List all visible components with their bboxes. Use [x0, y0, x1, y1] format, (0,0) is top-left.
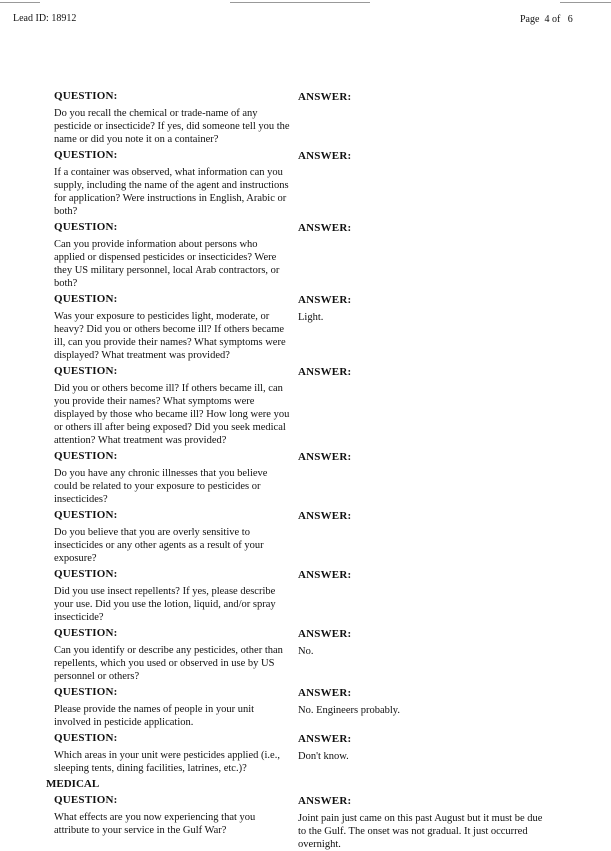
question-block	[54, 794, 290, 837]
question-block	[54, 221, 290, 290]
question-text: Can you identify or describe any pesticides, other than repellents, which you used or observed in use by US personnel or others?	[54, 645, 283, 682]
question-label: QUESTION:	[54, 686, 118, 698]
question-label: QUESTION:	[54, 365, 118, 377]
question-block	[54, 686, 290, 729]
question-block	[54, 450, 290, 506]
answer-block	[298, 294, 553, 324]
question-text: Did you or others become ill? If others became ill, can you provide their names? What symptoms were displayed by those who became ill? How long were you or others ill after being exposed? Did you seek medical attention? What treatment was provided?	[54, 383, 290, 446]
scan-edge-line	[230, 2, 370, 3]
question-label: QUESTION:	[54, 732, 118, 744]
question-block	[54, 149, 290, 218]
question-text: Can you provide information about persons who applied or dispensed pesticides or insecticides? Were they US military personnel, local Arab contractors, or both?	[54, 239, 280, 289]
answer-block	[298, 733, 553, 763]
answer-label: ANSWER:	[298, 150, 352, 162]
question-block	[54, 293, 290, 362]
answer-block	[298, 150, 553, 167]
question-text: Please provide the names of people in your unit involved in pesticide application.	[54, 704, 255, 728]
answer-block	[298, 569, 553, 586]
question-label: QUESTION:	[54, 149, 118, 161]
answer-block	[298, 795, 553, 851]
answer-label: ANSWER:	[298, 222, 352, 234]
scan-edge-line	[560, 2, 611, 3]
answer-label: ANSWER:	[298, 628, 352, 640]
answer-block	[298, 91, 553, 108]
question-block	[54, 568, 290, 624]
question-text: If a container was observed, what information can you supply, including the name of the agent and instructions for application? Were instructions in English, Arabic or both?	[54, 167, 289, 217]
scan-edge-line	[0, 2, 40, 3]
answer-label: ANSWER:	[298, 569, 352, 581]
question-text: Was your exposure to pesticides light, moderate, or heavy? Did you or others become ill? If others became ill, can you provide their names? What symptoms were displayed? What treatment was provided?	[54, 311, 286, 361]
question-label: QUESTION:	[54, 293, 118, 305]
question-label: QUESTION:	[54, 509, 118, 521]
page-number: Page 4 of 6	[520, 14, 573, 25]
question-text: Do you have any chronic illnesses that you believe could be related to your exposure to pesticides or insecticides?	[54, 468, 268, 505]
answer-label: ANSWER:	[298, 91, 352, 103]
question-text: Which areas in your unit were pesticides applied (i.e., sleeping tents, dining facilities, latrines, etc.)?	[54, 750, 280, 774]
question-label: QUESTION:	[54, 794, 118, 806]
question-text: What effects are you now experiencing that you attribute to your service in the Gulf War?	[54, 812, 256, 836]
question-block	[54, 509, 290, 565]
answer-block	[298, 222, 553, 239]
answer-block	[298, 628, 553, 658]
answer-label: ANSWER:	[298, 510, 352, 522]
answer-block	[298, 510, 553, 527]
question-label: QUESTION:	[54, 450, 118, 462]
question-text: Did you use insect repellents? If yes, please describe your use. Did you use the lotion, liquid, and/or spray insecticide?	[54, 586, 276, 623]
question-text: Do you believe that you are overly sensitive to insecticides or any other agents as a result of your exposure?	[54, 527, 264, 564]
question-block	[54, 732, 290, 775]
question-label: QUESTION:	[54, 90, 118, 102]
question-label: QUESTION:	[54, 221, 118, 233]
answer-label: ANSWER:	[298, 687, 352, 699]
lead-id: Lead ID: 18912	[13, 13, 77, 24]
question-block	[54, 365, 290, 447]
answer-text: Joint pain just came on this past August but it must be due to the Gulf. The onset was not gradual. It just occurred overnight.	[298, 813, 543, 850]
answer-text: Light.	[298, 312, 324, 323]
section-heading-medical: MEDICAL	[46, 778, 100, 790]
answer-block	[298, 366, 553, 383]
question-label: QUESTION:	[54, 568, 118, 580]
answer-text: No. Engineers probably.	[298, 705, 400, 716]
question-label: QUESTION:	[54, 627, 118, 639]
answer-label: ANSWER:	[298, 451, 352, 463]
question-block	[54, 627, 290, 683]
answer-label: ANSWER:	[298, 795, 352, 807]
answer-text: Don't know.	[298, 751, 349, 762]
answer-block	[298, 687, 553, 717]
answer-text: No.	[298, 646, 314, 657]
question-block	[54, 90, 290, 146]
answer-label: ANSWER:	[298, 294, 352, 306]
question-text: Do you recall the chemical or trade-name of any pesticide or insecticide? If yes, did someone tell you the name or did you note it on a container?	[54, 108, 290, 145]
answer-block	[298, 451, 553, 468]
answer-label: ANSWER:	[298, 366, 352, 378]
answer-label: ANSWER:	[298, 733, 352, 745]
